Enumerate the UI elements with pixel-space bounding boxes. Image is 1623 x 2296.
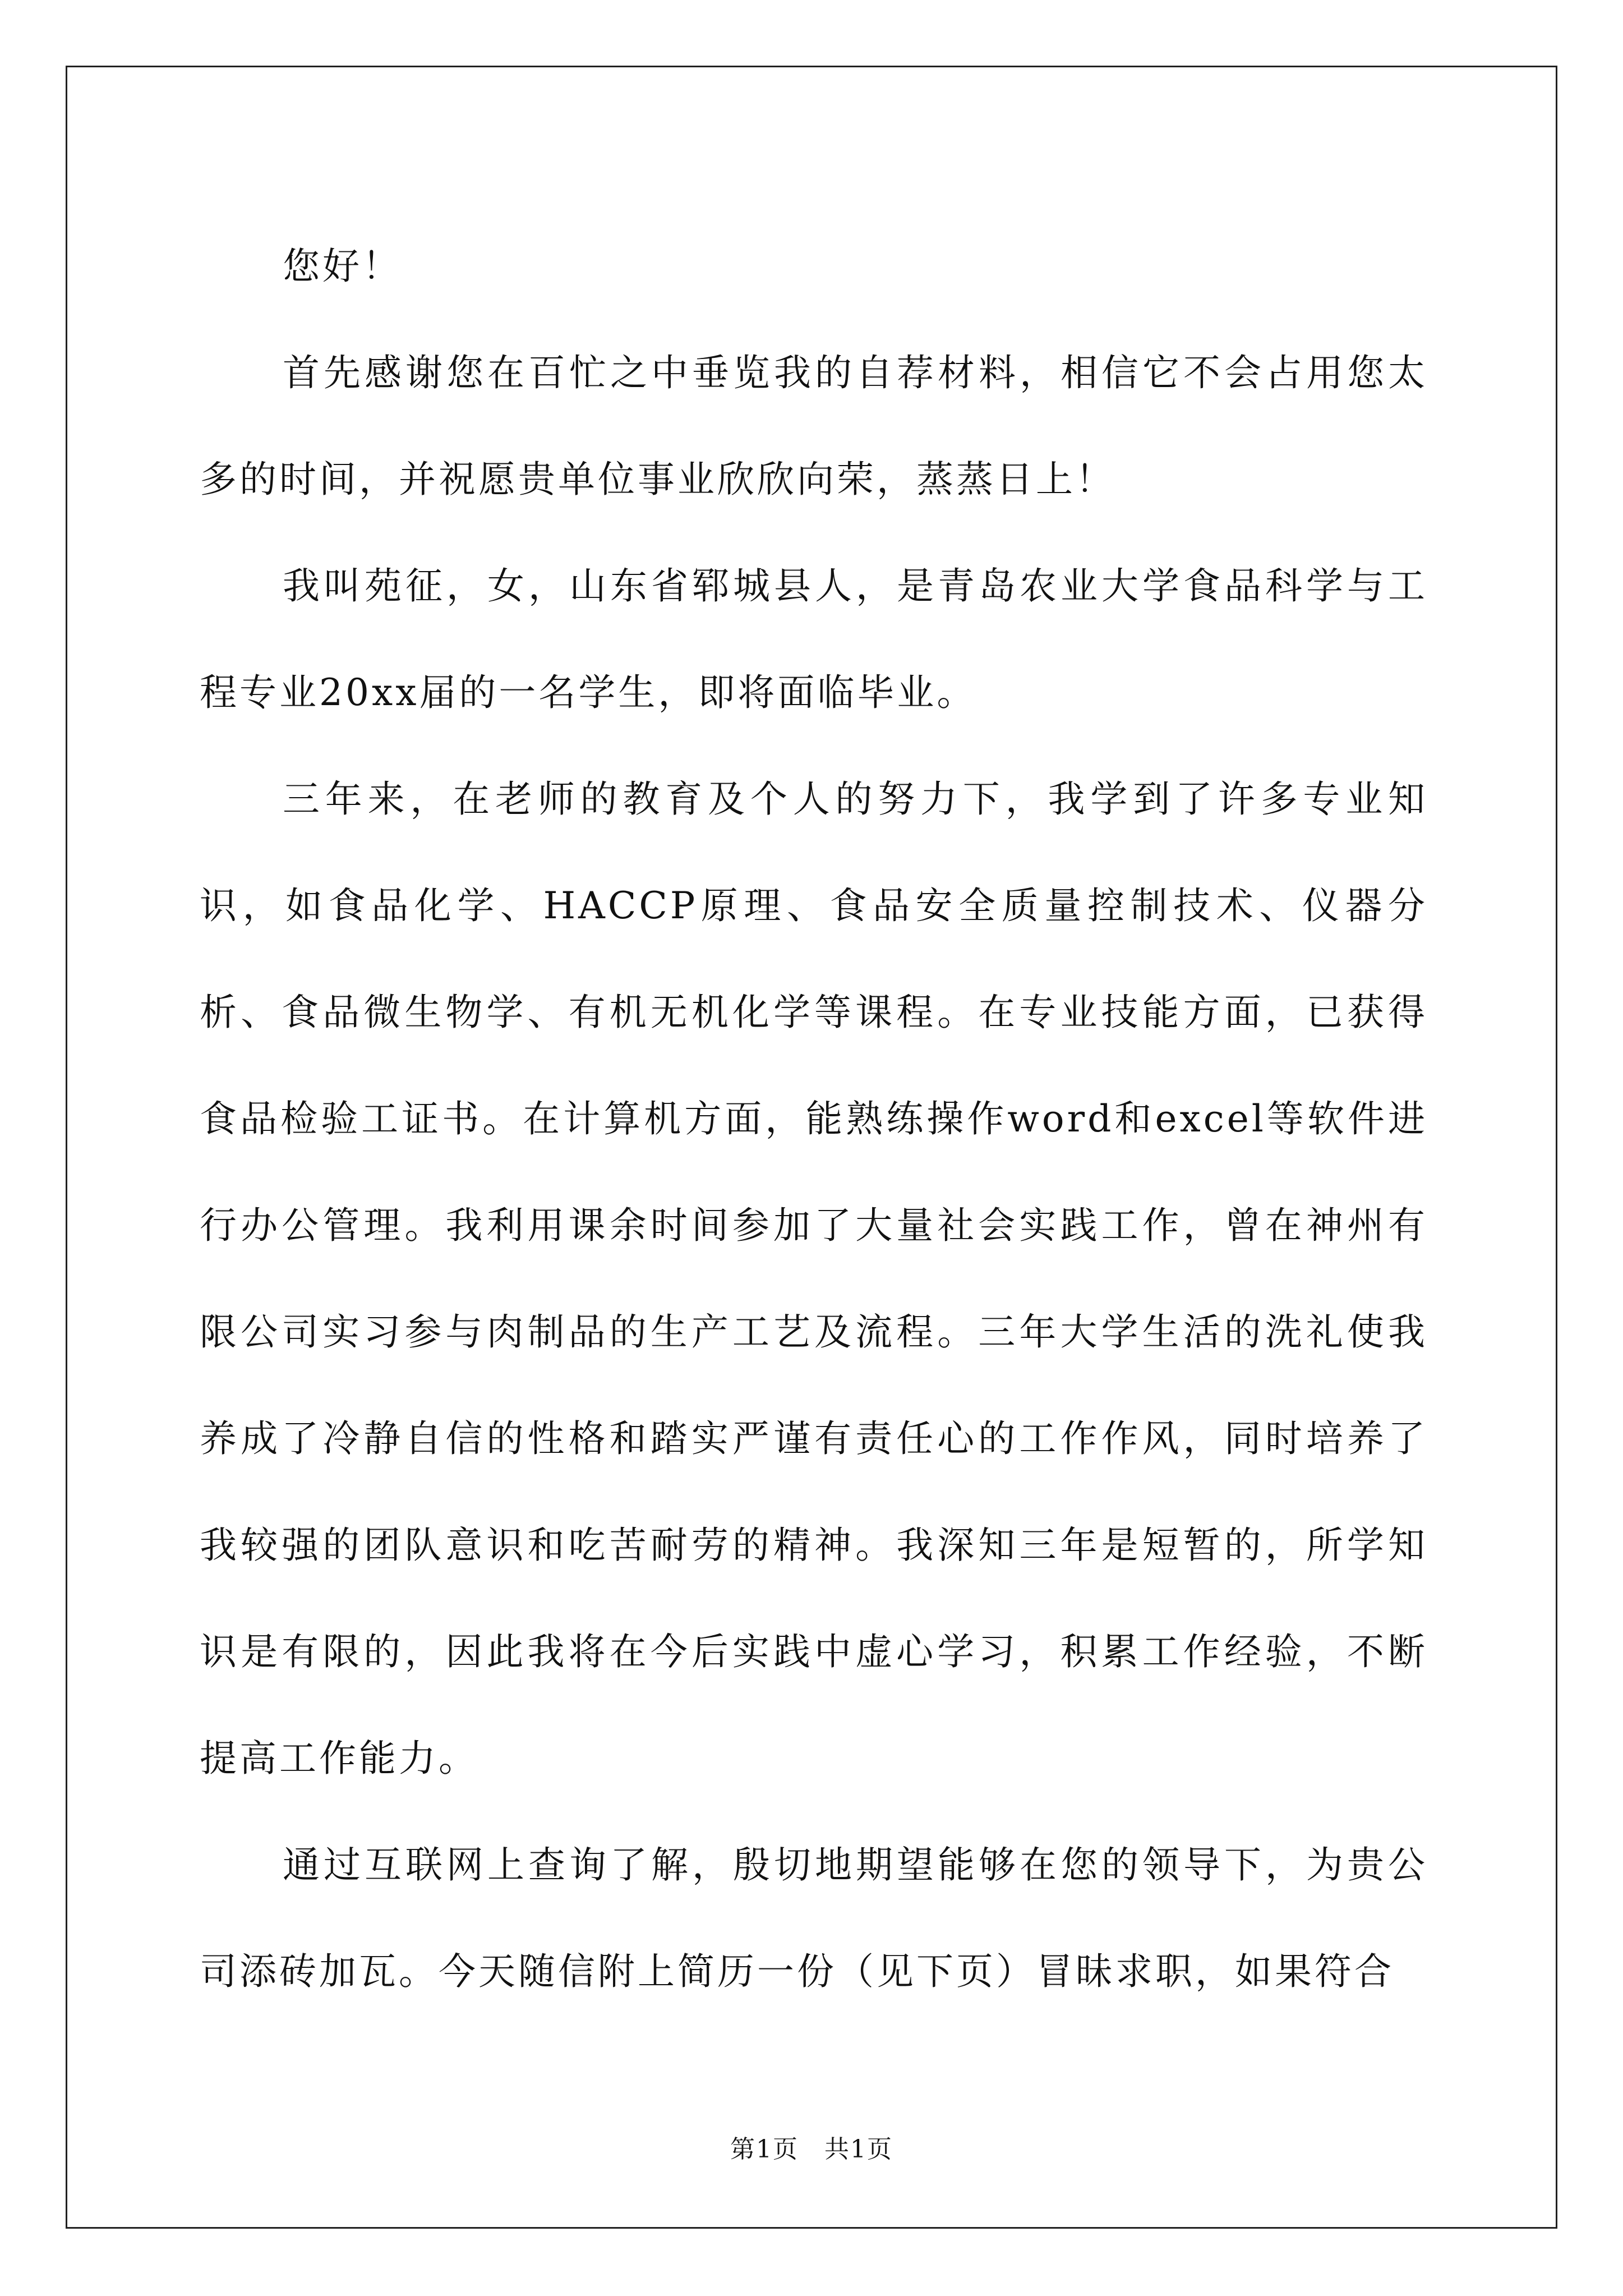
letter-body <box>200 213 1428 2025</box>
greeting: 您好！ <box>283 245 402 288</box>
paragraph-self-introduction: 我叫苑征，女，山东省郓城县人，是青岛农业大学食品科学与工程专业20xx届的一名学生，即将面临毕业。 <box>200 564 1428 714</box>
paragraph-intro: 首先感谢您在百忙之中垂览我的自荐材料，相信它不会占用您太多的时间，并祝愿贵单位事业欣欣向荣，蒸蒸日上！ <box>200 351 1428 501</box>
paragraph-application: 通过互联网上查询了解，殷切地期望能够在您的领导下，为贵公司添砖加瓦。今天随信附上简历一份（见下页）冒昧求职，如果符合 <box>200 1843 1428 1993</box>
paragraph-education-experience: 三年来，在老师的教育及个人的努力下，我学到了许多专业知识，如食品化学、HACCP原理、食品安全质量控制技术、仪器分析、食品微生物学、有机无机化学等课程。在专业技能方面，已获得食品检验工证书。在计算机方面，能熟练操作word和excel等软件进行办公管理。我利用课余时间参加了大量社会实践工作，曾在神州有限公司实习参与肉制品的生产工艺及流程。三年大学生活的洗礼使我养成了冷静自信的性格和踏实严谨有责任心的工作作风，同时培养了我较强的团队意识和吃苦耐劳的精神。我深知三年是短暂的，所学知识是有限的，因此我将在今后实践中虚心学习，积累工作经验，不断提高工作能力。 <box>200 777 1428 1780</box>
page-footer: 第1页 共1页 <box>730 2135 893 2164</box>
